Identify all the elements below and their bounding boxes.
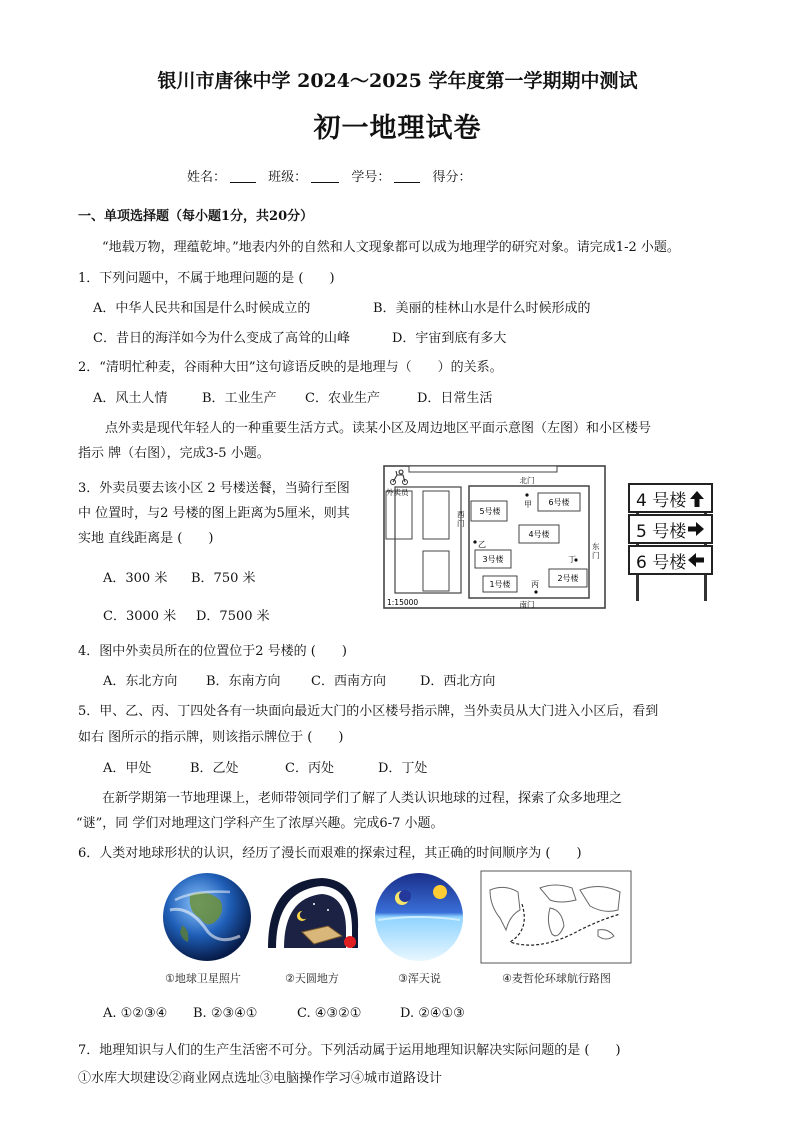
building-1-label: 1号楼: [489, 580, 511, 589]
intro-2-line1: 点外卖是现代年轻人的一种重要生活方式。读某小区及周边地区平面示意图（左图）和小区楼号: [105, 421, 652, 436]
q6-option-a: A. ①②③④: [103, 1006, 168, 1021]
round-sky-square-earth-illustration: [262, 870, 362, 964]
arrow-up-icon: [689, 490, 705, 508]
q4-option-c: C．西南方向: [311, 674, 386, 689]
q2-option-b: B．工业生产: [202, 391, 277, 406]
south-gate-label: 南门: [519, 600, 535, 609]
building-3-label: 3号楼: [482, 555, 504, 564]
magellan-route-map: [480, 870, 632, 964]
q1-option-b: B．美丽的桂林山水是什么时候形成的: [373, 301, 591, 316]
west-gate-label: 西门: [457, 510, 465, 528]
building-2-label: 2号楼: [557, 574, 579, 583]
school-title: 银川市唐徕中学 2024～2025 学年度第一学期期中测试: [157, 70, 638, 92]
huntian-theory-illustration: [372, 870, 466, 964]
section-heading: 一、单项选择题（每小题1分，共20分）: [78, 209, 314, 224]
paper-title: 初一地理试卷: [313, 113, 482, 144]
point-jia-label: 甲: [524, 500, 532, 509]
q2-option-c: C．农业生产: [305, 391, 380, 406]
score-label: 得分：: [432, 170, 472, 185]
q4-option-b: B．东南方向: [206, 674, 281, 689]
sign-row-4-label: 4 号楼: [636, 490, 687, 511]
intro-3-line2: “谜”，同 学们对地理这门学科产生了浓厚兴趣。完成6-7 小题。: [76, 816, 444, 831]
q5-option-c: C．丙处: [285, 761, 334, 776]
arrow-left-icon: [687, 552, 705, 568]
question-3-line3: 实地 直线距离是 ( ): [78, 531, 214, 546]
class-blank[interactable]: [311, 170, 339, 183]
community-map: [383, 465, 608, 613]
q6-option-b: B. ②③④①: [193, 1006, 258, 1021]
building-4-label: 4号楼: [528, 530, 550, 539]
sign-row-5-label: 5 号楼: [636, 521, 687, 542]
question-1: 1．下列问题中，不属于地理问题的是 ( ): [78, 271, 335, 286]
q2-option-a: A．风土人情: [93, 391, 168, 406]
question-4: 4．图中外卖员所在的位置位于2 号楼的 ( ): [78, 644, 347, 659]
q4-option-a: A．东北方向: [103, 674, 178, 689]
earth-satellite-photo: [160, 870, 254, 964]
north-gate-label: 北门: [519, 476, 535, 485]
q7-items: ①水库大坝建设②商业网点选址③电脑操作学习④城市道路设计: [78, 1071, 443, 1086]
name-label: 姓名：: [187, 170, 227, 185]
intro-1: “地载万物，理蕴乾坤。”地表内外的自然和人文现象都可以成为地理学的研究对象。请完成1-2 小题。: [102, 240, 680, 255]
sign-row-5: [628, 514, 713, 544]
question-3-line2: 中 位置时，与2 号楼的图上距离为5厘米，则其: [78, 506, 350, 521]
student-info-line: [187, 166, 471, 185]
point-bing-label: 丙: [531, 580, 539, 589]
q4-option-d: D．西北方向: [420, 674, 496, 689]
q5-option-b: B．乙处: [190, 761, 239, 776]
question-2: 2．“清明忙种麦，谷雨种大田”这句谚语反映的是地理与（ ）的关系。: [78, 360, 503, 375]
q1-option-c: C．昔日的海洋如今为什么变成了高耸的山峰: [93, 331, 350, 346]
q3-option-c: C．3000 米: [103, 609, 177, 624]
point-yi: [473, 540, 476, 543]
q6-option-d: D. ②④①③: [400, 1006, 465, 1021]
question-3-line1: 3．外卖员要去该小区 2 号楼送餐，当骑行至图: [78, 481, 350, 496]
question-7: 7．地理知识与人们的生产生活密不可分。下列活动属于运用地理知识解决实际问题的是 ( ): [78, 1043, 621, 1058]
name-blank[interactable]: [230, 170, 256, 183]
q5-option-a: A．甲处: [103, 761, 152, 776]
courier-label: 外卖员: [386, 488, 409, 497]
question-5-line2: 如右 图所示的指示牌，则该指示牌位于 ( ): [78, 730, 344, 745]
intro-3-line1: 在新学期第一节地理课上，老师带领同学们了解了人类认识地球的过程，探索了众多地理之: [102, 791, 623, 806]
q5-option-d: D．丁处: [378, 761, 428, 776]
caption-1: ①地球卫星照片: [165, 972, 241, 985]
point-yi-label: 乙: [478, 540, 486, 549]
sign-row-6: [628, 545, 713, 575]
building-5-label: 5号楼: [479, 507, 501, 516]
q6-option-c: C. ④③②①: [297, 1006, 362, 1021]
q3-option-d: D．7500 米: [196, 609, 270, 624]
sign-row-6-label: 6 号楼: [636, 552, 687, 573]
intro-2-line2: 指示 牌（右图），完成3-5 小题。: [78, 446, 270, 461]
building-6-label: 6号楼: [548, 498, 570, 507]
caption-2: ②天圆地方: [285, 972, 339, 985]
point-jia: [525, 493, 528, 496]
class-label: 班级：: [268, 170, 308, 185]
caption-4: ④麦哲伦环球航行路图: [502, 972, 611, 985]
scale-label: 1:15000: [387, 598, 419, 607]
q3-option-b: B．750 米: [191, 571, 256, 586]
point-bing: [534, 590, 537, 593]
id-blank[interactable]: [394, 170, 420, 183]
arrow-right-icon: [687, 521, 705, 537]
q1-option-d: D．宇宙到底有多大: [392, 331, 507, 346]
east-gate-label: 东门: [592, 542, 600, 560]
sign-row-4: [628, 483, 713, 513]
caption-3: ③浑天说: [398, 972, 441, 985]
point-ding-label: 丁: [568, 555, 576, 564]
q2-option-d: D．日常生活: [417, 391, 493, 406]
question-6: 6．人类对地球形状的认识，经历了漫长而艰难的探索过程，其正确的时间顺序为 ( ): [78, 846, 582, 861]
q1-option-a: A．中华人民共和国是什么时候成立的: [93, 301, 311, 316]
id-label: 学号：: [351, 170, 391, 185]
q3-option-a: A．300 米: [103, 571, 168, 586]
building-direction-sign: [628, 483, 718, 603]
north-road: [409, 466, 557, 472]
question-5-line1: 5．甲、乙、丙、丁四处各有一块面向最近大门的小区楼号指示牌，当外卖员从大门进入小区后，看到: [78, 704, 659, 719]
